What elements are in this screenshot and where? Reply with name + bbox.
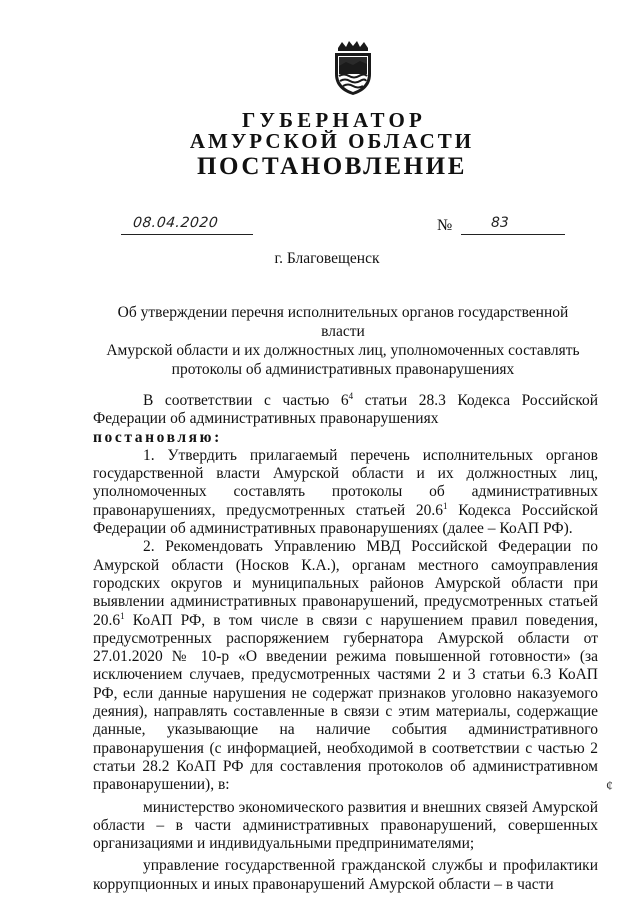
decree-subject bbox=[100, 303, 586, 379]
superscript: 1 bbox=[443, 500, 448, 511]
header-governor: ГУБЕРНАТОР bbox=[241, 108, 427, 132]
paragraph-3: министерство экономического развития и внешних связей Амурской области – в части административных правонарушений, совершенных организациями и индивидуальными предпринимателями; bbox=[93, 798, 598, 853]
subject-line: протоколы об административных правонарушениях bbox=[171, 361, 515, 378]
paragraph-2: 2. Рекомендовать Управлению МВД Российской Федерации по Амурской области (Носков К.А.), органам местного самоуправления городских округов и муниципальных районов Амурской области при выявлении административных правонарушений, предусмотренных статьей 20.6$^1$ КоАП РФ, в том числе в связи с нарушением правил поведения, предусмотренных распоряжением губернатора Амурской области от 27.01.2020 № 10-р «О введении режима повышенной готовности» (за исключением случаев, предусмотренных частями 2 и 3 статьи 6.3 КоАП РФ, если данные нарушения не содержат признаков уголовно наказуемого деяния), направлять составленные в связи с этим материалы, содержащие данные, указывающие на наличие события административного правонарушения (с информацией, необходимой в соответствии с частью 2 статьи 28.2 КоАП РФ для составления протоколов об административном правонарушении), в: bbox=[93, 538, 598, 794]
subject-line: Об утверждении перечня исполнительных органов государственной власти bbox=[117, 304, 569, 340]
handwritten-number: 83 bbox=[491, 215, 509, 231]
subject-line: Амурской области и их должностных лиц, уполномоченных составлять bbox=[106, 342, 580, 359]
number-sign: № bbox=[437, 217, 453, 234]
handwritten-date: 08.04.2020 bbox=[132, 215, 220, 231]
decree-word: постановляю: bbox=[93, 428, 222, 446]
document-type-title: ПОСТАНОВЛЕНИЕ bbox=[196, 153, 468, 180]
coat-of-arms-icon bbox=[330, 40, 376, 96]
superscript: 4 bbox=[348, 390, 354, 401]
paragraph-1: 1. Утвердить прилагаемый перечень исполнительных органов государственной власти Амурской области и их должностных лиц, уполномоченных составлять протоколы об административных правонарушениях, предусмотренных статьей 20.6$^1$ Кодекса Российской Федерации об административных правонарушениях (далее – КоАП РФ). bbox=[93, 446, 598, 538]
margin-mark: ¢ bbox=[606, 779, 613, 794]
superscript: 1 bbox=[120, 610, 125, 621]
date-field bbox=[121, 215, 253, 235]
intro-paragraph: В соответствии с частью $6^4$ статьи 28.3 Кодекса Российской Федерации об административных правонарушениях bbox=[93, 390, 599, 428]
decree-body bbox=[93, 392, 598, 894]
header-region: АМУРСКОЙ ОБЛАСТИ bbox=[189, 129, 475, 153]
paragraph-4: управление государственной гражданской службы и профилактики коррупционных и иных правонарушений Амурской области – в части bbox=[93, 857, 598, 893]
coat-of-arms-emblem bbox=[330, 40, 376, 96]
number-field bbox=[461, 215, 565, 235]
city-name: г. Благовещенск bbox=[274, 250, 380, 267]
